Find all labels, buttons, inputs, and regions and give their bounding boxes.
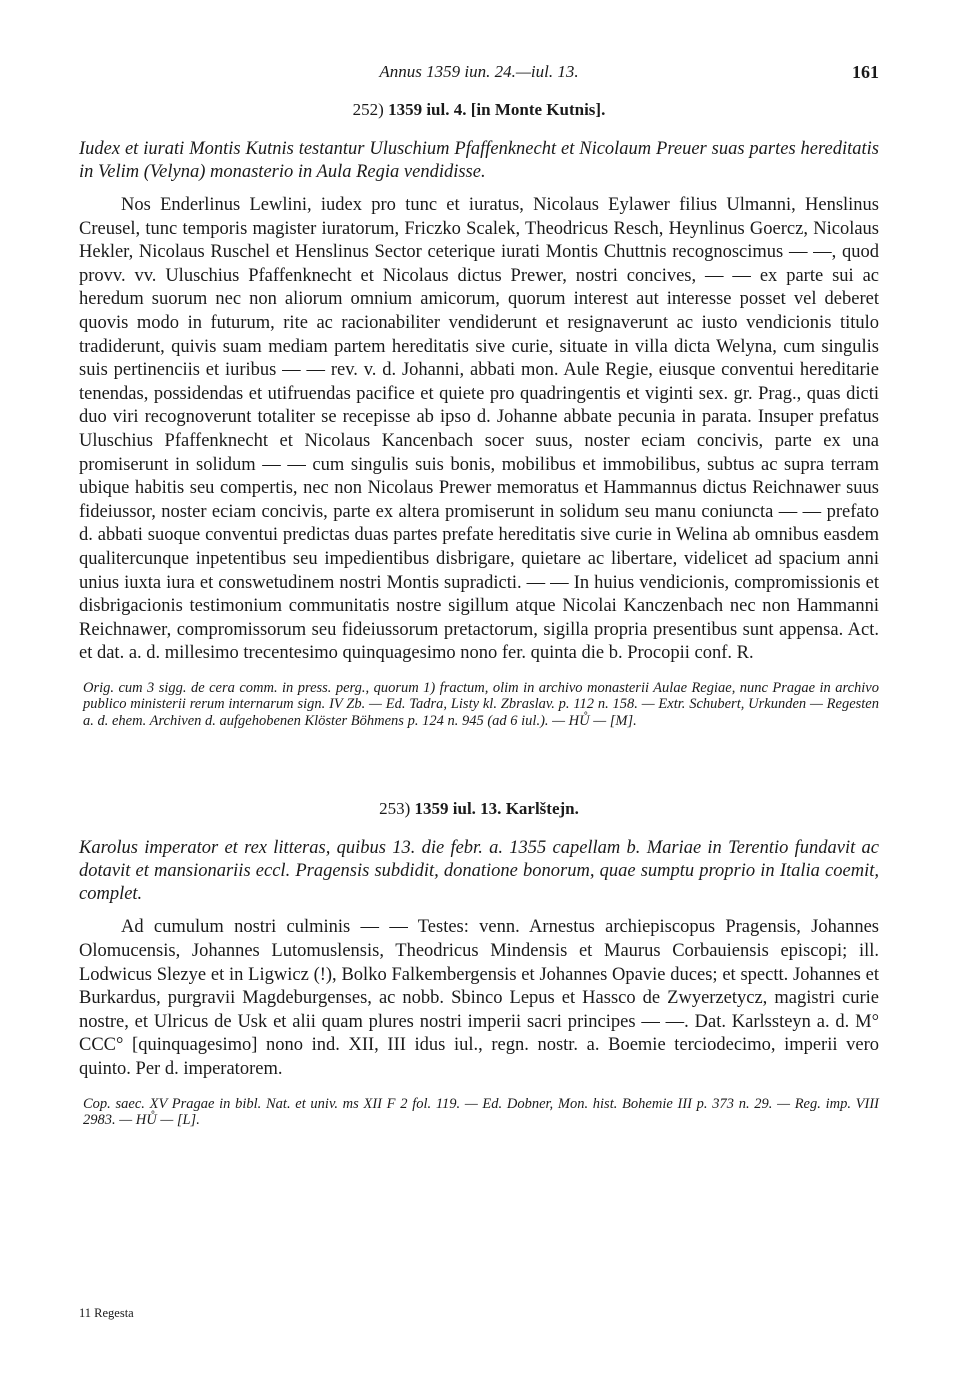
running-head (79, 62, 879, 92)
entry-253 (79, 799, 879, 1128)
page-footer: 11 Regesta (79, 1306, 134, 1320)
entry-number: 252) (352, 100, 384, 119)
running-head-title: Annus 1359 iun. 24.—iul. 13. (379, 62, 579, 81)
entry-text: Nos Enderlinus Lewlini, iudex pro tunc et iuratus, Nicolaus Eylawer filius Ulmanni, Henslinus Creusel, tunc temporis magister iuratorum, Friczko Scalek, Theodricus Resch, Heynlinus Goercz, Nicolaus Hekler, Nicolaus Ruschel et Henslinus Sector ceterique iurati Montis Chuttnis recognoscimus — —, quod provv. vv. Uluschius Pfaffenknecht et Nicolaus dictus Prewer, nostri concives, — — ex parte sui ac heredum suorum nec non aliorum omnium amicorum, quorum interest aut interesse posset vel deberet quovis modo in futurum, rite ac racionabiliter vendiderunt et resignaverunt ac iusto vendicionis titulo tradiderunt, quivis suam mediam partem hereditatis sive curie, situate in villa dicta Welyna, cum singulis suis pertinenciis et iuribus — — rev. v. d. Johanni, abbati mon. Aule Regie, eiusque conventui hereditarie tenendas, possidendas et utifruendas pacifice et quiete pro quadringentis et viginti sex. gr. Prag., quas dicti duo viri recognoverunt totaliter se recepisse ab ipso d. Johanne abbate pecunia in parata. Insuper prefatus Uluschius Pfaffenknecht et Nicolaus Kancenbach socer suus, noster eciam concivis, parte ex una promiserunt in solidum — — cum singulis suis bonis, mobilibus et immobilibus, subtus ac supra terram ubique habitis seu compertis, nec non Nicolaus Prewer memoratus et Hammannus dictus Reichnawer suus fideiussor, noster eciam concivis, parte ex altera promiserunt in solidum seu manu coniuncta — — prefato d. abbati suoque conventui predictas duas partes prefate hereditatis sive curie in Welina ab omnibus easdem qualitercunque inpetentibus seu impedientibus disbrigare, quietare ac libertare, videlicet ad spacium anni unius iuxta iura et conswetudinem nostri Montis supradicti. — — In huius vendicionis, compromissionis et disbrigacionis testimonium communitatis nostre sigillum atque Nicolai Kanczenbach nec non Hammanni Reichnawer, compromissorum seu fideiussorum pretactorum, sigilla propria presentibus sunt appensa. Act. et dat. a. d. millesimo trecentesimo quinquagesimo nono fer. quinta die b. Procopii conf. R. (79, 195, 879, 664)
page-number: 161 (852, 62, 879, 82)
entry-252 (79, 100, 879, 729)
entry-notes: Orig. cum 3 sigg. de cera comm. in press. perg., quorum 1) fractum, olim in archivo monasterii Aulae Regiae, nunc Pragae in archivo publico ministerii rerum internarum sign. IV Zb. — Ed. Tadra, Listy kl. Zbraslav. p. 112 n. 158. — Extr. Schubert, Urkunden — Regesten a. d. ehem. Archiven d. aufgehobenen Klöster Böhmens p. 124 n. 945 (ad 6 iul.). — HŮ — [M]. (83, 679, 879, 729)
entry-notes: Cop. saec. XV Pragae in bibl. Nat. et univ. ms XII F 2 fol. 119. — Ed. Dobner, Mon. hist. Bohemie III p. 373 n. 29. — Reg. imp. VIII 2983. — HŮ — [L]. (83, 1095, 879, 1129)
entry-regest: Iudex et iurati Montis Kutnis testantur Uluschium Pfaffenknecht et Nicolaum Preuer suas partes hereditatis in Velim (Velyna) monasterio in Aula Regia vendidisse. (79, 139, 879, 182)
entry-place: Karlštejn. (505, 799, 579, 819)
entry-number: 253) (379, 799, 411, 819)
entry-heading (79, 799, 879, 819)
entry-date: 1359 iul. 13. (414, 799, 502, 819)
entry-text: Ad cumulum nostri culminis — — Testes: venn. Arnestus archiepiscopus Pragensis, Johannes Olomucensis, Johannes Lutomuslensis, Theodricus Mindensis et Maurus Corbauiensis episcopi; ill. Lodwicus Slezye et in Ligwicz (!), Bolko Falkembergensis et Johannes Opavie duces; et spectt. Johannes et Burkardus, purgravii Magdeburgenses, ac nobb. Sbinco Lepus et Hassco de Zwyerzetycz, magistri curie nostre, et Ulricus de Usk et alii quam plures nostri imperii sacri principes — —. Dat. Karlssteyn a. d. M° CCC° [quinquagesimo] nono ind. XII, III idus iul., regn. nostr. a. Boemie terciodecimo, imperii vero quinto. Per d. imperatorem. (79, 917, 879, 1079)
document-page (79, 62, 879, 1129)
entry-place: [in Monte Kutnis]. (470, 100, 606, 119)
entry-regest: Karolus imperator et rex litteras, quibus 13. die febr. a. 1355 capellam b. Mariae in Terentio fundavit ac dotavit et mansionariis eccl. Pragensis subdidit, donatione bonorum, quae sumptu proprio in Italia coemit, complet. (79, 838, 879, 905)
entry-date: 1359 iul. 4. (388, 100, 467, 119)
entry-heading (79, 100, 879, 120)
